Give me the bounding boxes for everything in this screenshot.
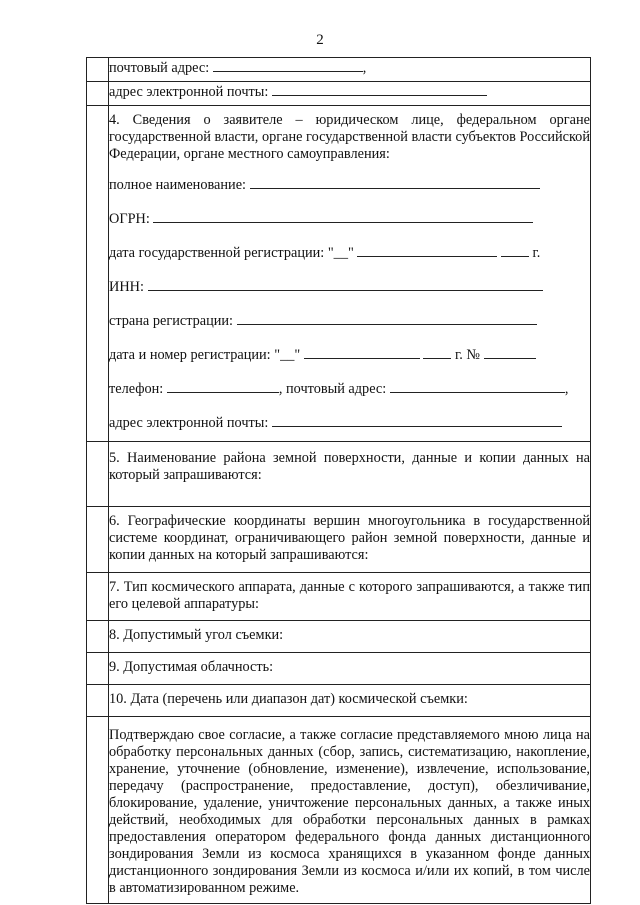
- section-7-text: 7. Тип космического аппарата, данные с которого запрашиваются, а также тип его целевой аппаратуры:: [109, 579, 590, 612]
- phone-label: телефон:: [109, 381, 164, 397]
- full-name-label: полное наименование:: [109, 177, 247, 193]
- registration-date-field[interactable]: [357, 243, 497, 257]
- email-field[interactable]: [272, 82, 487, 96]
- consent-text: Подтверждаю свое согласие, а также согласие представляемого мною лица на обработку персональных данных (сбор, запись, систематизацию, накопление, хранение, уточнение (обновление, изменение), извлечение, использование, передачу (распространение, предоставление, доступ), обезличивание, блокирование, удаление, уничтожение персональных данных, а также иных действий, необходимых для обработки персональных данных в рамках предоставления оператором федерального фонда данных дистанционного зондирования Земли из космоса хранящихся в указанном фонде данных дистанционного зондирования Земли из космоса и/или их копий, в том числе в автоматизированном режиме.: [109, 727, 590, 896]
- row-section-6: [87, 507, 591, 573]
- registration-number-year-field[interactable]: [423, 345, 451, 359]
- registration-number-date-field[interactable]: [304, 345, 420, 359]
- email-label: адрес электронной почты:: [109, 84, 269, 100]
- row-consent: [87, 717, 591, 904]
- ogrn-label: ОГРН:: [109, 211, 150, 227]
- phone-field[interactable]: [167, 379, 279, 393]
- section-4-title: 4. Сведения о заявителе – юридическом лице, федеральном органе государственной власти, органе государственной власти субъектов Российской Федерации, органе местного самоуправления:: [109, 112, 590, 162]
- section-8-text: 8. Допустимый угол съемки:: [109, 627, 284, 643]
- ogrn-field[interactable]: [153, 209, 533, 223]
- row-email: [87, 82, 591, 106]
- inn-field[interactable]: [148, 277, 543, 291]
- section4-postal-field[interactable]: [390, 379, 565, 393]
- section-9-text: 9. Допустимая облачность:: [109, 659, 274, 675]
- registration-date-label: дата государственной регистрации: "__": [109, 245, 354, 261]
- section4-email-label: адрес электронной почты:: [109, 415, 269, 431]
- inn-label: ИНН:: [109, 279, 144, 295]
- application-form-table: [86, 57, 591, 904]
- row-section-10: [87, 685, 591, 717]
- row-postal-address: почтовый адрес: ,: [87, 58, 591, 82]
- registration-year-field[interactable]: [501, 243, 529, 257]
- row-section-7: [87, 573, 591, 621]
- registration-number-label: дата и номер регистрации: "__": [109, 347, 301, 363]
- country-field[interactable]: [237, 311, 537, 325]
- page-number: 2: [316, 32, 324, 48]
- row-section-5: [87, 442, 591, 507]
- year-suffix: г.: [532, 245, 541, 261]
- section4-email-field[interactable]: [272, 413, 562, 427]
- year-number-suffix: г. №: [454, 347, 480, 363]
- row-section-4: 4. Сведения о заявителе – юридическом лице, федеральном органе государственной власти, органе государственной власти субъектов Российской Федерации, органе местного самоуправления: полное наименование: ОГРН: дата государственной регистрации: "__" г. ИНН: страна регистрации: дата и номер регистрации: "__" г. № телефон: , почтовый адрес: , адрес электронной почты:: [87, 106, 591, 442]
- section-5-text: 5. Наименование района земной поверхности, данные и копии данных на который запрашиваются:: [109, 450, 590, 483]
- country-label: страна регистрации:: [109, 313, 234, 329]
- section-6-text: 6. Географические координаты вершин многоугольника в государственной системе координат, ограничивающего район земной поверхности, данные и копии данных на который запрашиваются:: [109, 513, 590, 563]
- section4-postal-label: , почтовый адрес:: [278, 381, 387, 397]
- postal-address-label: почтовый адрес:: [109, 60, 210, 76]
- row-section-8: [87, 621, 591, 653]
- registration-number-field[interactable]: [484, 345, 536, 359]
- full-name-field[interactable]: [250, 175, 540, 189]
- section-10-text: 10. Дата (перечень или диапазон дат) космической съемки:: [109, 691, 468, 707]
- postal-address-field[interactable]: [213, 58, 363, 72]
- row-section-9: [87, 653, 591, 685]
